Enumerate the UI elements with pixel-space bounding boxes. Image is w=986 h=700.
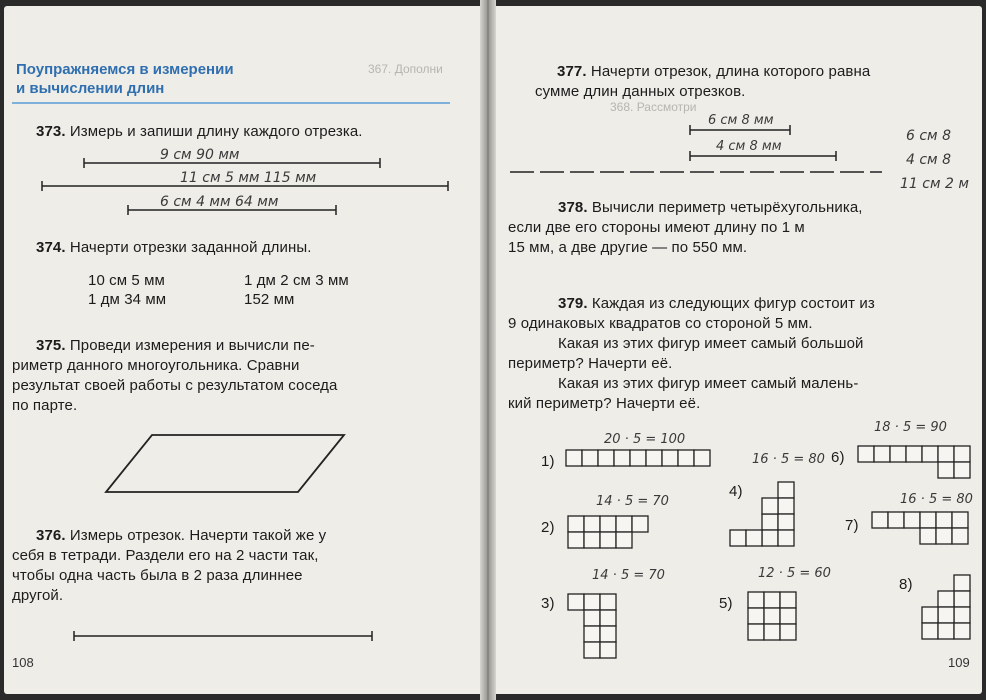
figure-square	[936, 528, 952, 544]
figure-square	[904, 512, 920, 528]
page-number-right: 109	[948, 655, 970, 670]
figure-square	[764, 624, 780, 640]
bleed-text: 367. Дополни	[368, 62, 443, 76]
figure-square	[600, 594, 616, 610]
figure-square	[954, 607, 970, 623]
figure-square	[780, 592, 796, 608]
figure-square	[600, 642, 616, 658]
figure-square	[872, 512, 888, 528]
figure-square	[938, 607, 954, 623]
figure-square	[764, 592, 780, 608]
figure-6	[858, 446, 970, 478]
figure-square	[748, 608, 764, 624]
figure-square	[954, 446, 970, 462]
figure-label: 2)	[541, 519, 555, 536]
figure-square	[764, 608, 780, 624]
figure-label: 5)	[719, 595, 733, 612]
figure-square	[694, 450, 710, 466]
handwritten-answer: 11 см 5 мм 115 мм	[180, 170, 317, 186]
figure-square	[568, 516, 584, 532]
figure-3	[568, 594, 616, 658]
figure-square	[584, 516, 600, 532]
figure-label: 3)	[541, 595, 555, 612]
handwritten-answer: 20 · 5 = 100	[604, 432, 686, 447]
figure-square	[746, 530, 762, 546]
handwritten-answer: 16 · 5 = 80	[900, 492, 973, 507]
figure-label: 4)	[729, 483, 743, 500]
figure-square	[568, 532, 584, 548]
figure-square	[938, 462, 954, 478]
figure-square	[922, 623, 938, 639]
figure-square	[906, 446, 922, 462]
figure-label: 1)	[541, 453, 555, 470]
figure-square	[922, 446, 938, 462]
figure-square	[662, 450, 678, 466]
handwritten-answer: 12 · 5 = 60	[758, 566, 831, 581]
figure-square	[616, 532, 632, 548]
figure-square	[600, 532, 616, 548]
handwritten-answer: 4 см 8 мм	[716, 139, 782, 154]
figure-square	[584, 594, 600, 610]
figure-square	[632, 516, 648, 532]
figure-square	[730, 530, 746, 546]
figure-square	[920, 528, 936, 544]
figure-square	[584, 610, 600, 626]
handwritten-answer: 6 см 8 мм	[708, 113, 774, 128]
bleed-text: 368. Рассмотри	[610, 100, 697, 114]
figure-7	[872, 512, 968, 544]
handwritten-answer: 14 · 5 = 70	[592, 568, 665, 583]
figure-square	[954, 575, 970, 591]
figure-square	[600, 626, 616, 642]
figure-square	[582, 450, 598, 466]
page-number-left: 108	[12, 655, 34, 670]
figure-square	[778, 530, 794, 546]
task-375: 375. Проведи измерения и вычисли пе- риметр данного многоугольника. Сравни результат своей работы с результатом соседа по парте.	[12, 337, 338, 414]
figure-square	[954, 591, 970, 607]
figure-square	[584, 642, 600, 658]
figure-square	[584, 532, 600, 548]
handwritten-answer: 9 см 90 мм	[160, 147, 240, 163]
task-374-value: 1 дм 2 см 3 мм	[244, 272, 349, 289]
section-title: Поупражняемся в измерении и вычислении длин	[16, 61, 234, 97]
figure-square	[566, 450, 582, 466]
figure-square	[780, 608, 796, 624]
task-374-value: 1 дм 34 мм	[88, 291, 167, 308]
figure-square	[874, 446, 890, 462]
figure-square	[778, 498, 794, 514]
figure-label: 6)	[831, 449, 845, 466]
handwritten-answer: 18 · 5 = 90	[874, 420, 947, 435]
figure-label: 8)	[899, 576, 913, 593]
task-374-value: 152 мм	[244, 291, 295, 308]
task-379: 379. Каждая из следующих фигур состоит из 9 одинаковых квадратов со стороной 5 мм. Какая из этих фигур имеет самый большой периметр? Начерти её. Какая из этих фигур имеет самый малень- кий периметр? Начерти её.	[508, 295, 875, 412]
figure-square	[938, 591, 954, 607]
figure-square	[748, 624, 764, 640]
handwritten-answer: 6 см 4 мм 64 мм	[160, 194, 279, 210]
figure-8	[922, 575, 970, 639]
task-378: 378. Вычисли периметр четырёхугольника, если две его стороны имеют длину по 1 м 15 мм, а две другие — по 550 мм.	[508, 199, 863, 256]
figure-square	[762, 514, 778, 530]
figure-label: 7)	[845, 517, 859, 534]
handwritten-answer: 16 · 5 = 80	[752, 452, 825, 467]
handwritten-answer: 6 см 8	[906, 128, 951, 144]
figure-square	[616, 516, 632, 532]
figure-square	[584, 626, 600, 642]
figure-square	[600, 516, 616, 532]
figure-square	[890, 446, 906, 462]
figure-square	[920, 512, 936, 528]
figure-square	[762, 530, 778, 546]
figure-square	[952, 528, 968, 544]
figure-square	[678, 450, 694, 466]
figure-square	[600, 610, 616, 626]
figure-square	[922, 607, 938, 623]
figure-square	[936, 512, 952, 528]
polygon-375	[106, 435, 344, 492]
figure-square	[614, 450, 630, 466]
figures-379	[566, 446, 970, 658]
figure-square	[938, 623, 954, 639]
figure-square	[748, 592, 764, 608]
figure-square	[778, 482, 794, 498]
figure-square	[858, 446, 874, 462]
figure-square	[778, 514, 794, 530]
figure-square	[598, 450, 614, 466]
handwritten-answer: 11 см 2 м	[900, 176, 969, 192]
task-373: 373. Измерь и запиши длину каждого отрезка.	[36, 123, 363, 140]
figure-square	[762, 498, 778, 514]
figure-square	[938, 446, 954, 462]
figure-square	[568, 594, 584, 610]
task-377: 377. Начерти отрезок, длина которого равна сумме длин данных отрезков.	[535, 63, 871, 100]
handwritten-answer: 4 см 8	[906, 152, 951, 168]
task-376: 376. Измерь отрезок. Начерти такой же у себя в тетради. Раздели его на 2 части так, чтобы одна часть была в 2 раза длиннее другой.	[12, 527, 327, 604]
figure-5	[748, 592, 796, 640]
figure-square	[630, 450, 646, 466]
figure-square	[952, 512, 968, 528]
figure-2	[568, 516, 648, 548]
task-374: 374. Начерти отрезки заданной длины.	[36, 239, 312, 256]
figure-square	[780, 624, 796, 640]
figure-square	[888, 512, 904, 528]
task-374-value: 10 см 5 мм	[88, 272, 165, 289]
handwritten-answer: 14 · 5 = 70	[596, 494, 669, 509]
figure-square	[954, 462, 970, 478]
figure-square	[646, 450, 662, 466]
figure-1	[566, 450, 710, 466]
figure-square	[954, 623, 970, 639]
